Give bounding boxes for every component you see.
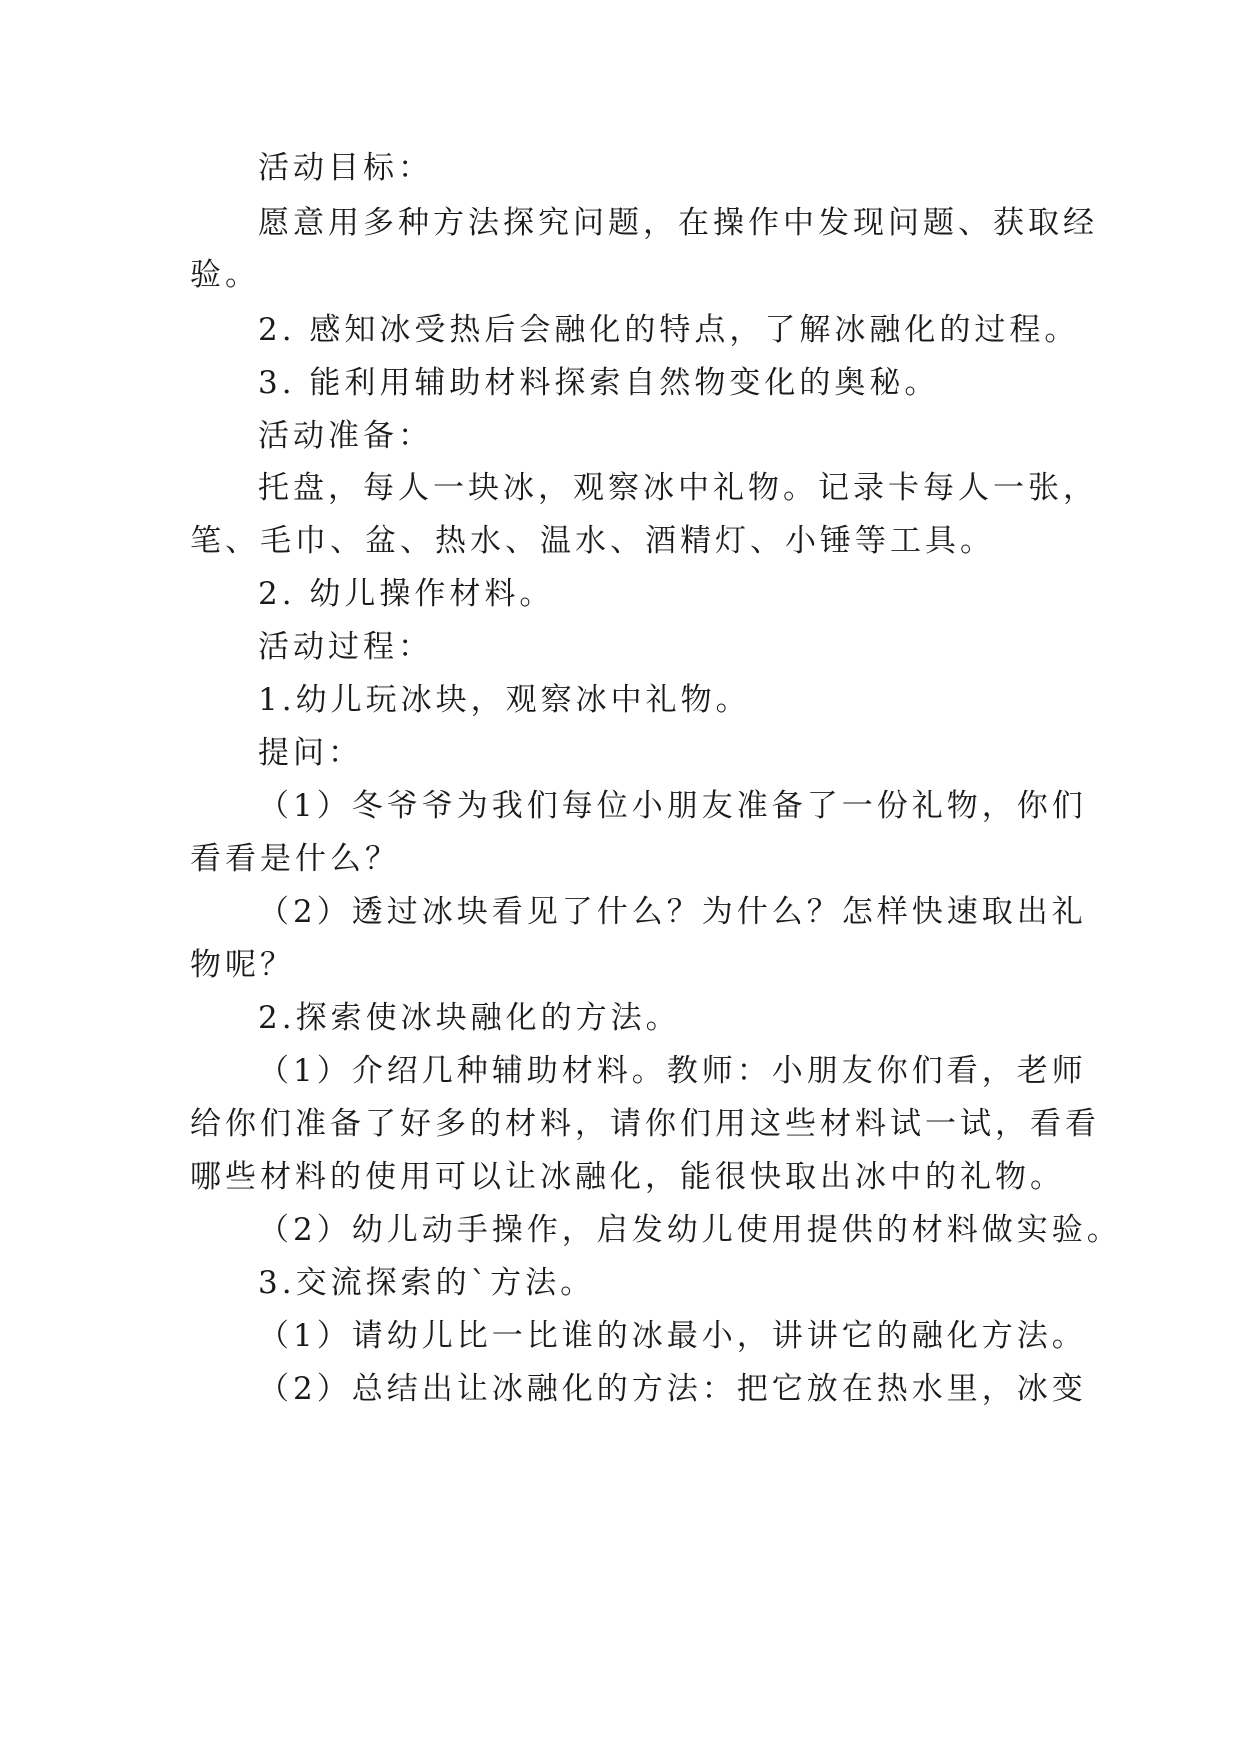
paragraph-line: 愿意用多种方法探究问题，在操作中发现问题、获取经: [258, 205, 1098, 241]
paragraph-line: 看看是什么？: [190, 841, 400, 877]
paragraph-line: 1.幼儿玩冰块，观察冰中礼物。: [258, 682, 751, 718]
paragraph-line: 2. 感知冰受热后会融化的特点，了解冰融化的过程。: [258, 312, 1080, 348]
paragraph-line: 物呢？: [190, 947, 295, 983]
paragraph-line: 验。: [190, 257, 260, 293]
heading-activity-goals: 活动目标：: [258, 150, 433, 186]
paragraph-line: 哪些材料的使用可以让冰融化，能很快取出冰中的礼物。: [190, 1159, 1065, 1195]
paragraph-line: （2）总结出让冰融化的方法：把它放在热水里，冰变: [258, 1371, 1087, 1407]
paragraph-line: 3.交流探索的`方法。: [258, 1265, 596, 1301]
paragraph-line: 托盘，每人一块冰，观察冰中礼物。记录卡每人一张，: [258, 470, 1098, 506]
paragraph-line: 2. 幼儿操作材料。: [258, 576, 555, 612]
heading-activity-process: 活动过程：: [258, 629, 433, 665]
paragraph-line: 3. 能利用辅助材料探索自然物变化的奥秘。: [258, 365, 940, 401]
paragraph-line: （1）冬爷爷为我们每位小朋友准备了一份礼物，你们: [258, 788, 1087, 824]
paragraph-line: 2.探索使冰块融化的方法。: [258, 1000, 681, 1036]
paragraph-line: 提问：: [258, 735, 363, 771]
paragraph-line: 给你们准备了好多的材料，请你们用这些材料试一试，看看: [190, 1106, 1100, 1142]
heading-activity-preparation: 活动准备：: [258, 418, 433, 454]
paragraph-line: （1）介绍几种辅助材料。教师：小朋友你们看，老师: [258, 1053, 1087, 1089]
paragraph-line: （2）幼儿动手操作，启发幼儿使用提供的材料做实验。: [258, 1212, 1122, 1248]
paragraph-line: （1）请幼儿比一比谁的冰最小，讲讲它的融化方法。: [258, 1318, 1087, 1354]
paragraph-line: （2）透过冰块看见了什么？为什么？怎样快速取出礼: [258, 894, 1087, 930]
paragraph-line: 笔、毛巾、盆、热水、温水、酒精灯、小锤等工具。: [190, 523, 995, 559]
